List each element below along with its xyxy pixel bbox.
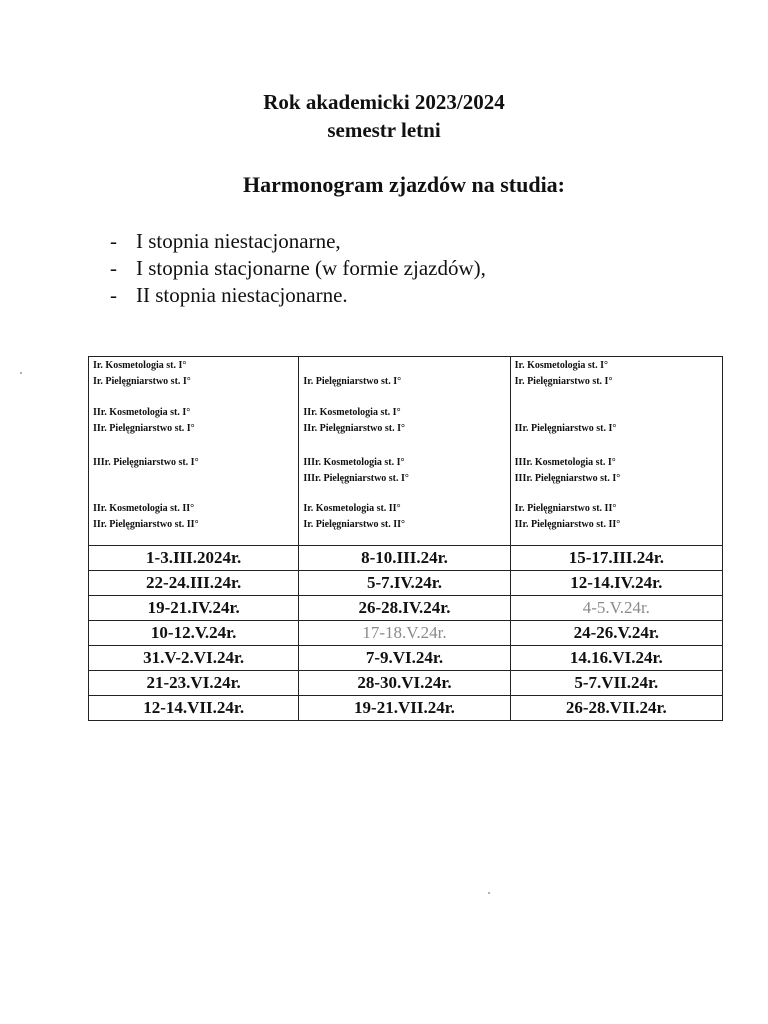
table-row bbox=[89, 696, 723, 721]
group-label: IIIr. Kosmetologia st. I° bbox=[514, 457, 616, 468]
group-label: IIr. Pielęgniarstwo st. II° bbox=[514, 519, 621, 530]
group-label: IIIr. Kosmetologia st. I° bbox=[303, 457, 405, 468]
academic-year-heading: Rok akademicki 2023/2024 bbox=[263, 90, 505, 114]
group-label: IIIr. Pielęgniarstwo st. I° bbox=[303, 473, 409, 484]
table-row bbox=[89, 671, 723, 696]
scan-speck bbox=[488, 892, 490, 894]
group-label: Ir. Kosmetologia st. I° bbox=[93, 360, 187, 371]
group-label: Ir. Pielęgniarstwo st. I° bbox=[303, 376, 402, 387]
date-cell: 15-17.III.24r. bbox=[510, 546, 722, 571]
group-label: IIr. Pielęgniarstwo st. I° bbox=[303, 423, 406, 434]
header-cell-col1 bbox=[89, 357, 299, 546]
list-item: - I stopnia niestacjonarne, bbox=[110, 228, 486, 255]
date-cell: 12-14.VII.24r. bbox=[89, 696, 299, 721]
list-item: - II stopnia niestacjonarne. bbox=[110, 282, 486, 309]
list-item: - I stopnia stacjonarne (w formie zjazdów), bbox=[110, 255, 486, 282]
study-types-list bbox=[110, 228, 486, 309]
date-cell: 12-14.IV.24r. bbox=[510, 571, 722, 596]
date-cell: 26-28.IV.24r. bbox=[299, 596, 510, 621]
table-row bbox=[89, 596, 723, 621]
group-label: IIr. Kosmetologia st. II° bbox=[93, 503, 195, 514]
date-cell: 19-21.VII.24r. bbox=[299, 696, 510, 721]
date-cell: 5-7.IV.24r. bbox=[299, 571, 510, 596]
group-label: IIIr. Pielęgniarstwo st. I° bbox=[93, 457, 199, 468]
date-cell-faded: 17-18.V.24r. bbox=[299, 621, 510, 646]
group-label: IIr. Pielęgniarstwo st. II° bbox=[93, 519, 199, 530]
header-cell-col3 bbox=[510, 357, 722, 546]
table-row bbox=[89, 621, 723, 646]
date-cell: 10-12.V.24r. bbox=[89, 621, 299, 646]
group-label: IIr. Pielęgniarstwo st. I° bbox=[514, 423, 617, 434]
scan-speck bbox=[20, 372, 22, 374]
table-header-row bbox=[89, 357, 723, 546]
group-label: IIr. Kosmetologia st. I° bbox=[93, 407, 191, 418]
date-cell: 1-3.III.2024r. bbox=[89, 546, 299, 571]
date-cell: 8-10.III.24r. bbox=[299, 546, 510, 571]
group-label: IIr. Pielęgniarstwo st. I° bbox=[93, 423, 195, 434]
date-cell: 28-30.VI.24r. bbox=[299, 671, 510, 696]
group-label: IIIr. Pielęgniarstwo st. I° bbox=[514, 473, 621, 484]
group-label: IIr. Kosmetologia st. I° bbox=[303, 407, 401, 418]
date-cell: 31.V-2.VI.24r. bbox=[89, 646, 299, 671]
date-cell: 26-28.VII.24r. bbox=[510, 696, 722, 721]
header-cell-col2 bbox=[299, 357, 510, 546]
schedule-table bbox=[88, 356, 723, 721]
group-label: Ir. Pielęgniarstwo st. II° bbox=[303, 519, 406, 530]
table-row bbox=[89, 571, 723, 596]
date-cell: 7-9.VI.24r. bbox=[299, 646, 510, 671]
date-cell: 21-23.VI.24r. bbox=[89, 671, 299, 696]
date-cell: 19-21.IV.24r. bbox=[89, 596, 299, 621]
date-cell: 14.16.VI.24r. bbox=[510, 646, 722, 671]
date-cell: 22-24.III.24r. bbox=[89, 571, 299, 596]
group-label: Ir. Pielęgniarstwo st. I° bbox=[93, 376, 191, 387]
group-label: Ir. Pielęgniarstwo st. II° bbox=[514, 503, 617, 514]
date-cell: 5-7.VII.24r. bbox=[510, 671, 722, 696]
group-label: Ir. Kosmetologia st. II° bbox=[303, 503, 401, 514]
schedule-heading: Harmonogram zjazdów na studia: bbox=[242, 172, 566, 197]
table-row bbox=[89, 546, 723, 571]
semester-heading: semestr letni bbox=[327, 118, 441, 142]
document-title bbox=[0, 88, 768, 144]
date-cell: 24-26.V.24r. bbox=[510, 621, 722, 646]
group-label: Ir. Pielęgniarstwo st. I° bbox=[514, 376, 613, 387]
date-cell-faded: 4-5.V.24r. bbox=[510, 596, 722, 621]
group-label: Ir. Kosmetologia st. I° bbox=[514, 360, 609, 371]
table-row bbox=[89, 646, 723, 671]
